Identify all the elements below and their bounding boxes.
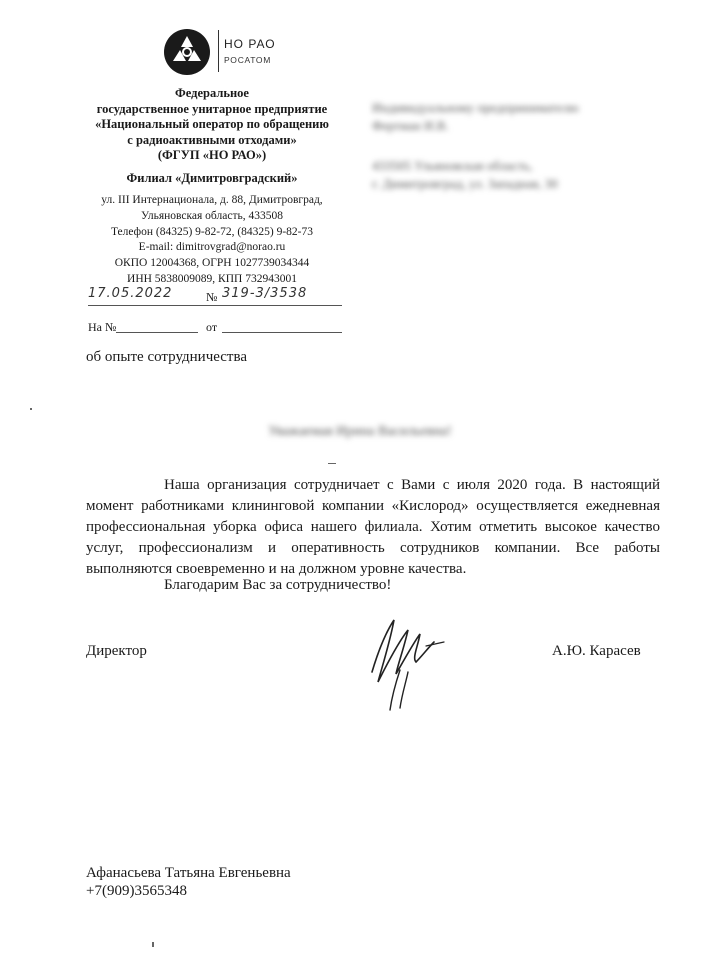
contact-line: ИНН 5838009089, КПП 732943001 xyxy=(127,272,297,285)
org-contacts xyxy=(82,193,342,288)
outgoing-date: 17.05.2022 xyxy=(88,286,173,301)
org-line: (ФГУП «НО РАО») xyxy=(157,148,267,162)
org-line: «Национальный оператор по обращению xyxy=(95,117,329,131)
registration-underline xyxy=(88,305,342,306)
letter-greeting: Уважаемая Ирина Васильевна! xyxy=(268,424,452,439)
branch-name: Филиал «Димитровградский» xyxy=(126,171,298,185)
signer-name: А.Ю. Карасев xyxy=(552,643,641,659)
reference-date-line xyxy=(222,332,342,333)
executor-name: Афанасьева Татьяна Евгеньевна xyxy=(86,865,291,881)
contact-line: ОКПО 12004368, ОГРН 1027739034344 xyxy=(114,257,310,270)
signer-title: Директор xyxy=(86,643,147,659)
rosatom-logo-icon xyxy=(163,28,211,76)
recipient-line: Индивидуальному предпринимателю xyxy=(372,100,579,115)
contact-email: E-mail: dimitrovgrad@norao.ru xyxy=(138,241,286,254)
contact-line: Телефон (84325) 9-82-72, (84325) 9-82-73 xyxy=(110,225,314,238)
recipient-line: г. Димитровград, ул. Западная, 30 xyxy=(372,176,558,191)
logo-text-primary: НО РАО xyxy=(224,37,276,51)
outgoing-number: 319-3/3538 xyxy=(222,286,308,301)
logo-divider xyxy=(218,30,219,72)
executor-phone: +7(909)3565348 xyxy=(86,883,187,899)
org-line: с радиоактивными отходами» xyxy=(127,132,297,147)
reference-number-line xyxy=(116,332,198,333)
handwritten-signature xyxy=(360,612,450,712)
org-line: государственное унитарное предприятие xyxy=(96,101,328,116)
reference-date-label: от xyxy=(206,320,218,334)
scan-speck xyxy=(152,942,154,947)
contact-line: ул. III Интернационала, д. 88, Димитровград, xyxy=(101,194,323,206)
letter-thanks: Благодарим Вас за сотрудничество! xyxy=(164,577,392,593)
logo-text-secondary: РОСАТОМ xyxy=(224,55,272,65)
org-name-block xyxy=(82,86,342,164)
letter-body xyxy=(86,475,660,580)
scan-speck xyxy=(328,463,336,464)
outgoing-number-label: № xyxy=(206,290,218,304)
org-line: Федеральное xyxy=(175,86,249,100)
letter-subject: об опыте сотрудничества xyxy=(86,349,248,365)
body-paragraph: Наша организация сотрудничает с Вами с июля 2020 года. В настоящий момент работниками клининговой компании «Кислород» осуществляется ежедневная профессиональная уборка офиса нашего филиала. Хотим отметить высокое качество услуг, профессионализм и оперативность сотрудников компании. Все работы выполняются своевременно и на должном уровне качества. xyxy=(86,477,660,577)
scan-speck xyxy=(30,408,32,410)
contact-line: Ульяновская область, 433508 xyxy=(141,209,283,222)
recipient-line: 433505 Ульяновская область, xyxy=(372,158,533,173)
reference-number-label: На № xyxy=(88,320,117,334)
recipient-line: Фертман И.В. xyxy=(372,118,449,133)
recipient-block xyxy=(372,99,672,193)
